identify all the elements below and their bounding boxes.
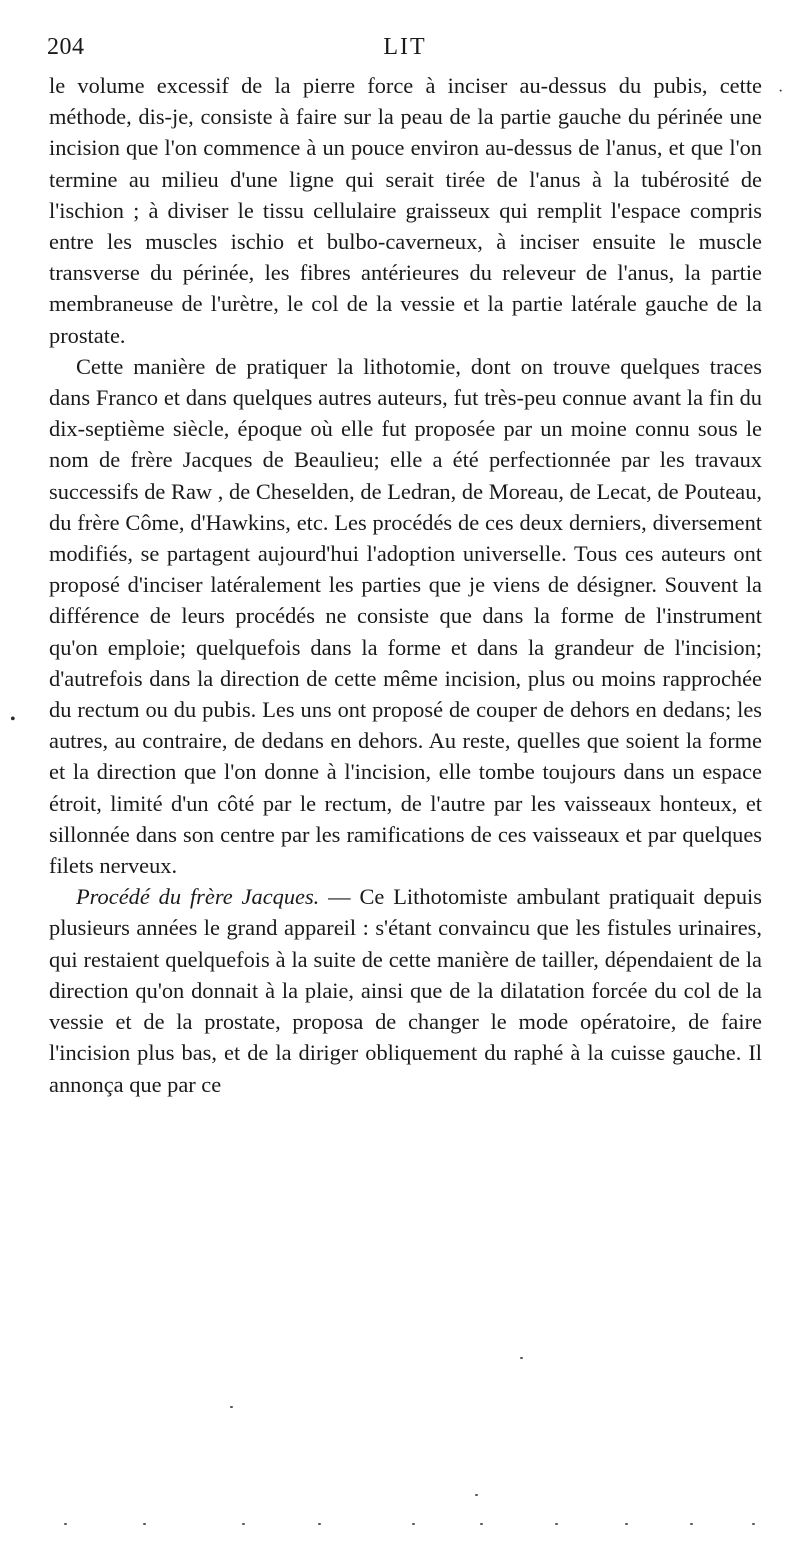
body-text <box>49 70 762 1100</box>
print-speck <box>143 1523 146 1525</box>
page-number: 204 <box>47 34 85 60</box>
print-speck <box>318 1523 321 1525</box>
print-speck <box>475 1494 478 1496</box>
print-speck <box>242 1523 245 1525</box>
print-speck <box>480 1523 483 1525</box>
print-speck <box>625 1523 628 1525</box>
print-speck <box>520 1357 523 1359</box>
running-head: LIT <box>383 34 427 60</box>
print-speck <box>690 1523 693 1525</box>
page-header <box>47 34 763 66</box>
section-lead-heading: Procédé du frère Jacques. <box>76 884 320 910</box>
print-speck <box>752 1523 755 1525</box>
margin-bullet-mark: • <box>10 711 16 728</box>
paragraph-lithotomie: Cette manière de pratiquer la lithotomie, dont on trouve quelques traces dans Franco et dans quelques autres auteurs, fut très-peu connue avant la fin du dix-septième siècle, époque où elle fut proposée par un moine connu sous le nom de frère Jacques de Beaulieu; elle a été perfectionnée par les travaux successifs de Raw , de Cheselden, de Ledran, de Moreau, de Lecat, de Pouteau, du frère Côme, d'Hawkins, etc. Les procédés de ces deux derniers, diversement modifiés, se partagent aujourd'hui l'adoption universelle. Tous ces auteurs ont proposé d'inciser latéralement les parties que je viens de désigner. Souvent la différence de leurs procédés ne consiste que dans la forme de l'instrument qu'on emploie; quelquefois dans la forme et dans la grandeur de l'incision; d'autrefois dans la direction de cette même incision, plus ou moins rapprochée du rectum ou du pubis. Les uns ont proposé de couper de dehors en dedans; les autres, au contraire, de dedans en dehors. Au reste, quelles que soient la forme et la direction que l'on donne à l'incision, elle tombe toujours dans un espace étroit, limité d'un côté par le rectum, de l'autre par les vaisseaux honteux, et sillonnée dans son centre par les ramifications de ces vaisseaux et par quelques filets nerveux. <box>49 353 762 879</box>
print-speck <box>64 1523 67 1525</box>
print-speck <box>412 1523 415 1525</box>
paragraph-continuation: le volume excessif de la pierre force à inciser au-dessus du pubis, cette méthode, dis-je, consiste à faire sur la peau de la partie gauche du périnée une incision que l'on commence à un pouce environ au-dessus de l'anus, et que l'on termine au milieu d'une ligne qui serait tirée de l'anus à la tubérosité de l'ischion ; à diviser le tissu cellulaire graisseux qui remplit l'espace compris entre les muscles ischio et bulbo-caverneux, à inciser ensuite le muscle transverse du périnée, les fibres antérieures du releveur de l'anus, la partie membraneuse de l'urètre, le col de la vessie et la partie latérale gauche de la prostate. <box>49 73 762 348</box>
print-speck <box>230 1406 233 1408</box>
paragraph-body: — Ce Lithotomiste ambulant pratiquait depuis plusieurs années le grand appareil : s'étant convaincu que les fistules urinaires, qui restaient quelquefois à la suite de cette manière de tailler, dépendaient de la direction qu'on donnait à la plaie, ainsi que de la dilatation forcée du col de la vessie et de la prostate, proposa de changer le mode opératoire, de faire l'incision plus bas, et de la diriger obliquement du raphé à la cuisse gauche. Il annonça que par ce <box>49 884 762 1097</box>
print-speck <box>555 1523 558 1525</box>
paragraph-procede-frere-jacques <box>49 881 762 1099</box>
margin-dot-mark: · <box>778 83 784 100</box>
